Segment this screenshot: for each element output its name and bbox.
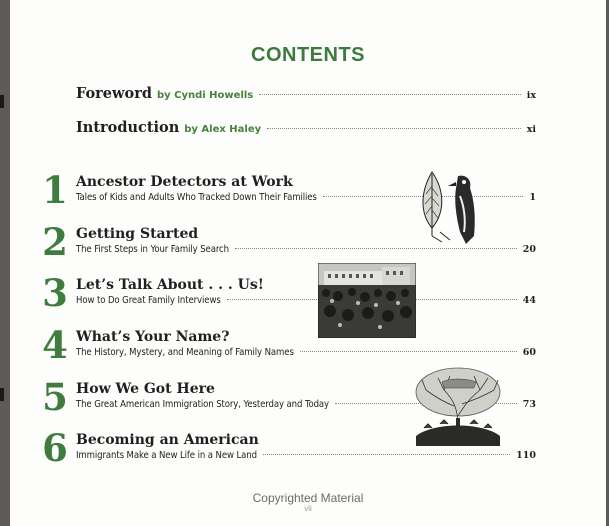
tree-landscape-illustration — [414, 366, 502, 446]
chapter-page-number: 110 — [516, 450, 536, 461]
introduction-author: by Alex Haley — [184, 124, 262, 135]
dot-leader — [259, 94, 520, 95]
foreword-author: by Cyndi Howells — [156, 90, 254, 101]
dot-leader — [267, 128, 521, 129]
chapter-subtitle: How to Do Great Family Interviews — [76, 295, 221, 306]
introduction-title: Introduction — [76, 119, 180, 136]
dot-leader — [235, 248, 517, 249]
chapter-number: 5 — [42, 375, 68, 419]
chapter-4-entry[interactable] — [76, 329, 536, 358]
introduction-page-number: xi — [526, 124, 536, 135]
chapter-number: 3 — [42, 271, 68, 315]
chapter-title: Becoming an American — [76, 432, 259, 448]
left-edge-mark — [0, 95, 4, 108]
chapter-title: How We Got Here — [76, 381, 215, 397]
chapter-title: Getting Started — [76, 226, 199, 242]
foreword-entry[interactable] — [76, 85, 536, 101]
chapter-page-number: 20 — [522, 244, 536, 255]
chapter-page-number: 60 — [522, 347, 536, 358]
dot-leader — [263, 454, 510, 455]
chapter-number: 2 — [42, 220, 68, 264]
copyright-notice: Copyrighted Material — [252, 491, 364, 505]
chapter-page-number: 1 — [529, 192, 536, 203]
contents-page — [10, 0, 606, 526]
woodpecker-leaf-illustration — [418, 166, 480, 248]
chapter-subtitle: The First Steps in Your Family Search — [76, 244, 229, 255]
chapter-subtitle: The Great American Immigration Story, Yesterday and Today — [76, 399, 329, 410]
introduction-entry[interactable] — [76, 119, 536, 135]
chapter-subtitle: Immigrants Make a New Life in a New Land — [76, 450, 257, 461]
chapter-number: 4 — [42, 323, 68, 367]
chapter-subtitle: Tales of Kids and Adults Who Tracked Down Their Families — [76, 192, 317, 203]
page-folio: vii — [304, 504, 312, 513]
chapter-title: What’s Your Name? — [76, 329, 230, 345]
chapter-number: 6 — [42, 426, 68, 470]
chapter-page-number: 73 — [522, 399, 536, 410]
dot-leader — [300, 351, 517, 352]
left-edge-mark — [0, 388, 4, 401]
crowd-photo — [318, 263, 416, 338]
chapter-number: 1 — [42, 168, 68, 212]
chapter-subtitle: The History, Mystery, and Meaning of Family Names — [76, 347, 294, 358]
chapter-title: Let’s Talk About . . . Us! — [76, 277, 264, 293]
chapter-title: Ancestor Detectors at Work — [76, 174, 293, 190]
contents-title: CONTENTS — [251, 44, 365, 66]
chapter-page-number: 44 — [522, 295, 536, 306]
foreword-page-number: ix — [526, 90, 536, 101]
foreword-title: Foreword — [76, 85, 152, 102]
chapter-3-entry[interactable] — [76, 277, 536, 306]
